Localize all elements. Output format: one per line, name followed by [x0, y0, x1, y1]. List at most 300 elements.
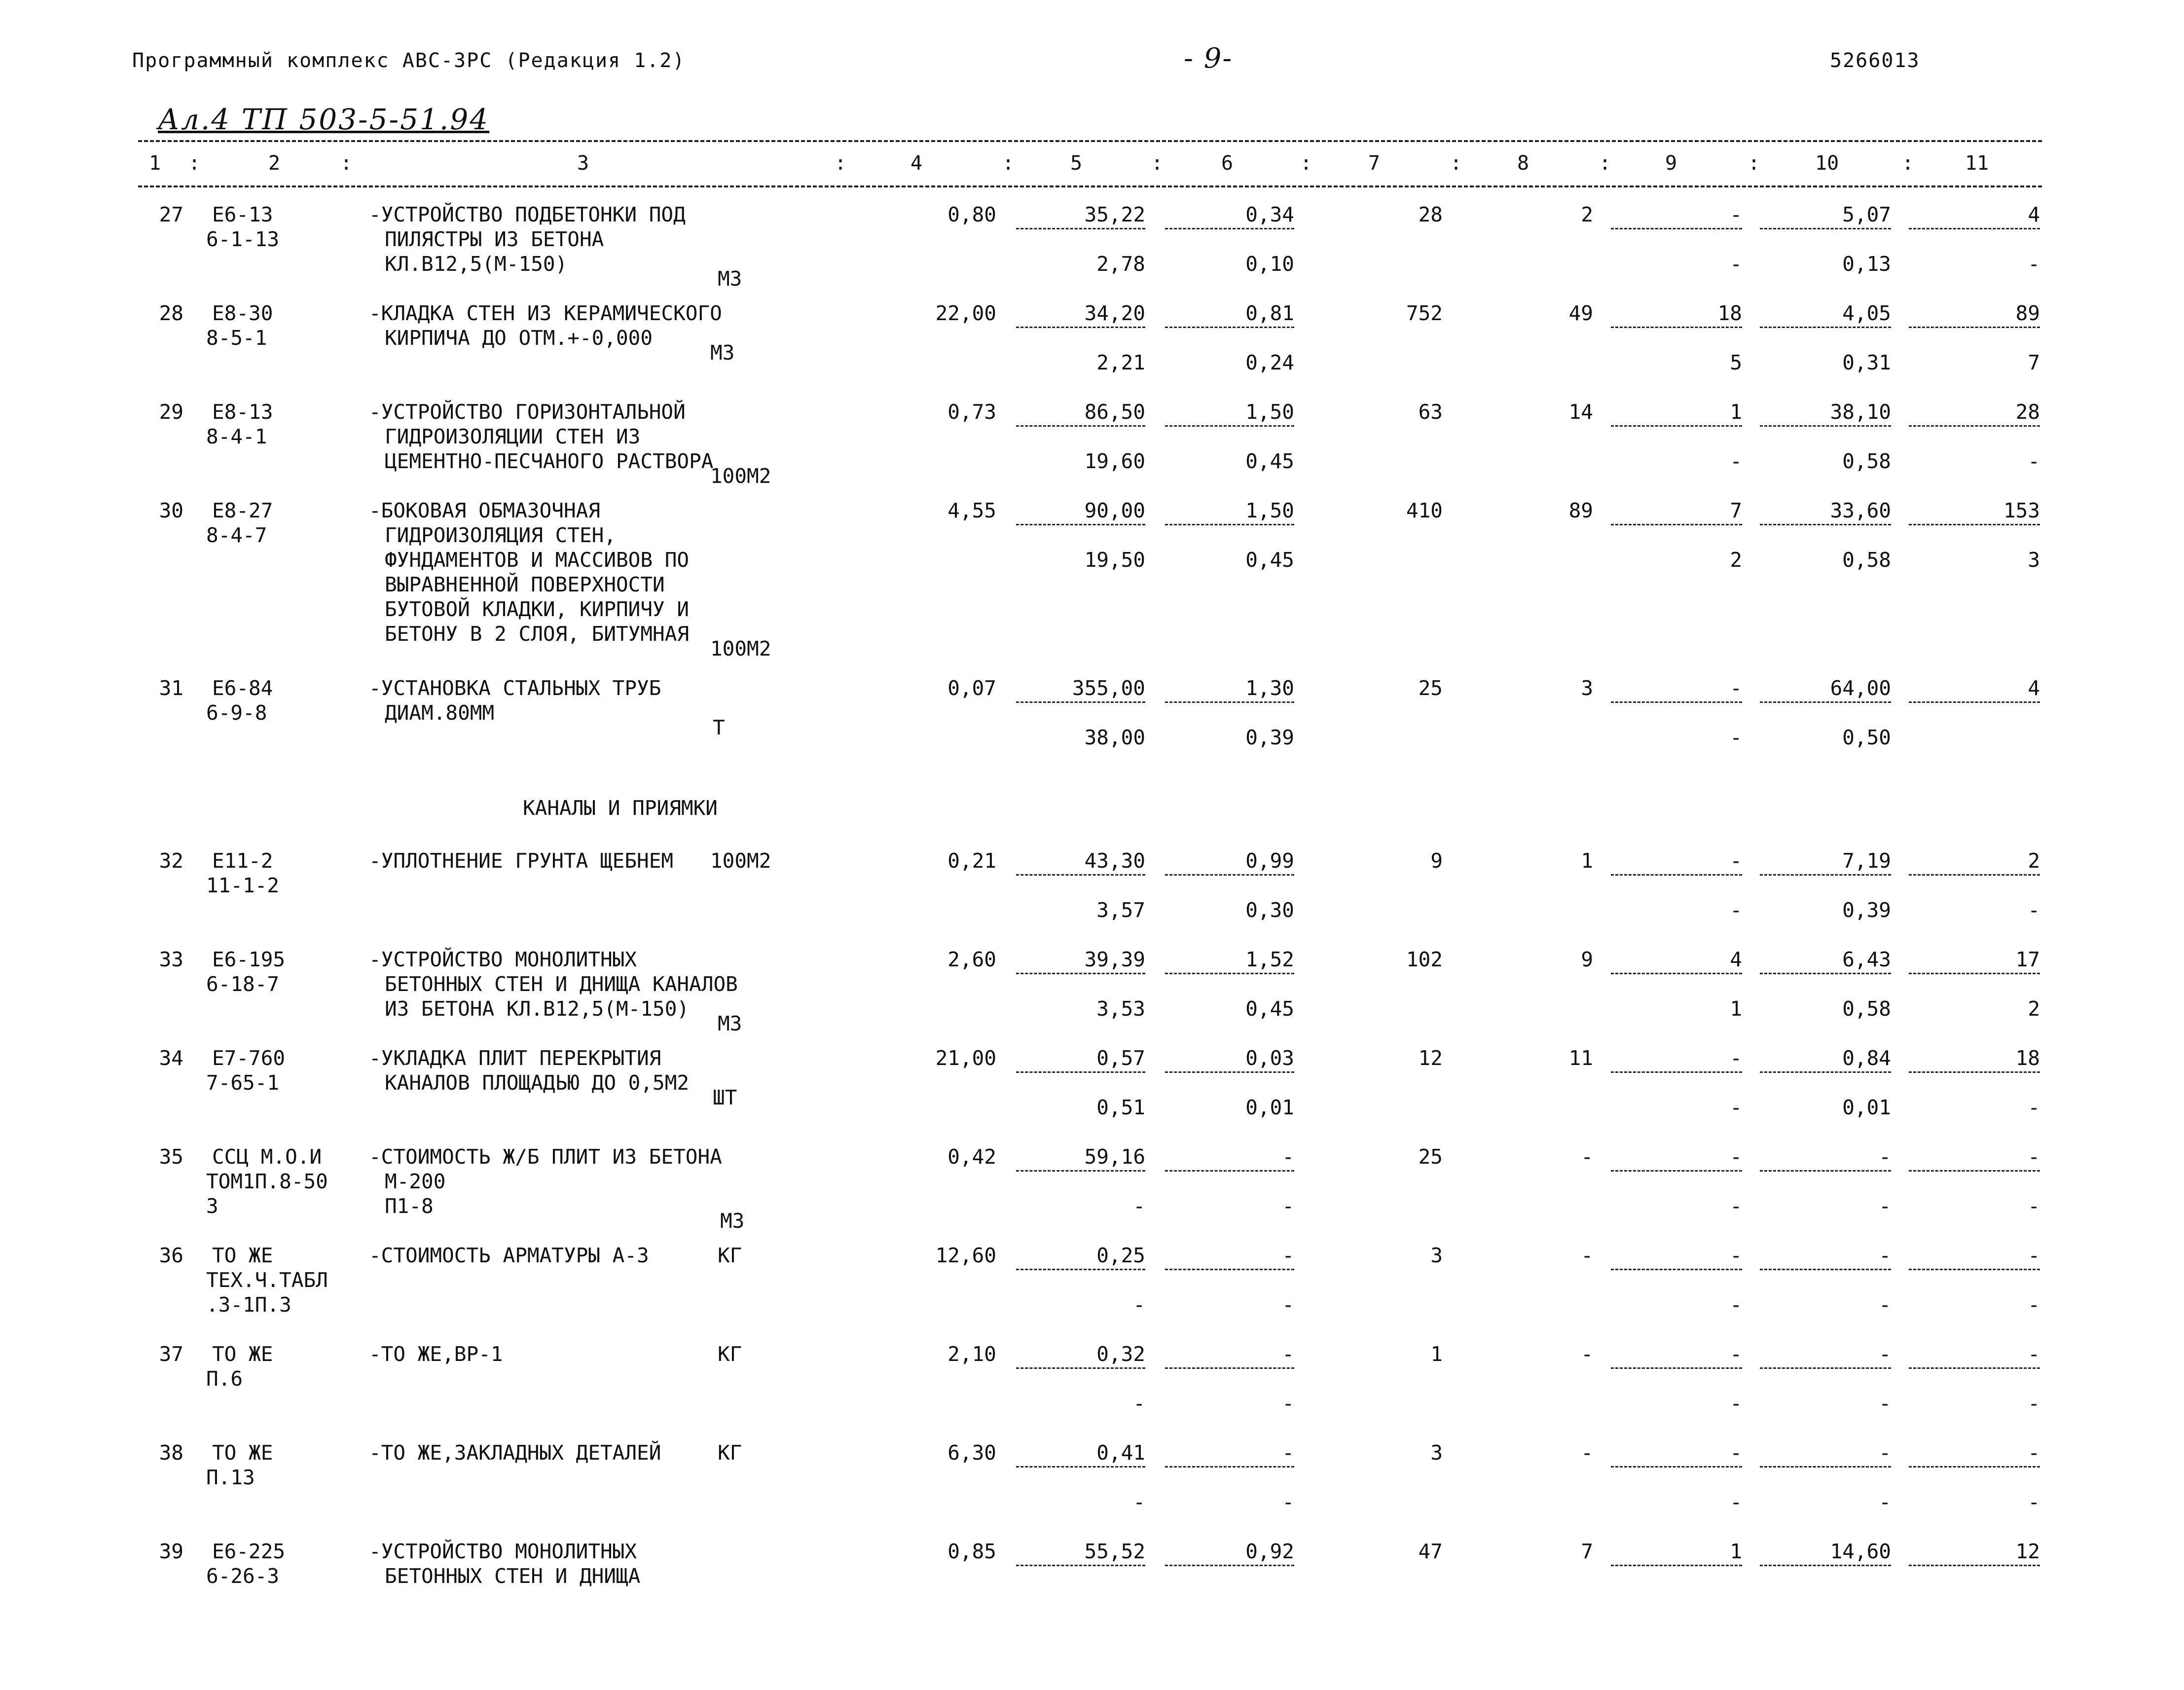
quantity: 0,73: [947, 400, 996, 424]
machine-wages-total: 1: [1730, 997, 1742, 1021]
work-description: БЕТОНУ В 2 СЛОЯ, БИТУМНАЯ: [385, 622, 690, 646]
labor-per-unit: -: [1879, 1244, 1891, 1267]
col-header-8: 8: [1517, 152, 1529, 175]
work-description: -ТО ЖЕ,ЗАКЛАДНЫХ ДЕТАЛЕЙ: [369, 1441, 661, 1465]
unit-cost-total: 0,32: [1096, 1342, 1145, 1366]
labor-total: -: [2028, 1342, 2040, 1366]
value-separator: [1611, 1269, 1742, 1270]
value-separator: [1016, 973, 1145, 974]
norm-code: 6-1-13: [206, 227, 280, 251]
total-cost: 410: [1406, 499, 1443, 522]
machine-labor-unit: -: [1879, 1490, 1891, 1514]
unit-cost-total: 90,00: [1084, 499, 1145, 522]
norm-code: ТЕХ.Ч.ТАБЛ: [206, 1268, 328, 1292]
value-separator: [1760, 1466, 1891, 1468]
machine-wages-total: -: [1730, 1096, 1742, 1119]
machine-wage-unit: 0,45: [1245, 997, 1294, 1021]
table-row: [0, 1539, 2184, 1638]
total-wages: 9: [1581, 948, 1593, 971]
unit-cost-total: 0,25: [1096, 1244, 1145, 1267]
labor-total: 12: [2015, 1540, 2040, 1563]
unit-wage-cost: 0,34: [1245, 203, 1294, 226]
work-description: ГИДРОИЗОЛЯЦИЯ СТЕН,: [385, 523, 616, 547]
value-separator: [1909, 1565, 2040, 1566]
labor-per-unit: 64,00: [1830, 676, 1891, 700]
norm-code: ТО ЖЕ: [212, 1244, 273, 1267]
value-separator: [1909, 701, 2040, 703]
labor-per-unit: -: [1879, 1342, 1891, 1366]
total-wages: 3: [1581, 676, 1593, 700]
norm-code: Е8-27: [212, 499, 273, 522]
handwritten-reference: Ал.4 ТП 503-5-51.94: [158, 103, 490, 136]
program-title: Программный комплекс АВС-3РС (Редакция 1.2): [132, 49, 686, 72]
value-separator: [1165, 1170, 1294, 1172]
total-wages: 2: [1581, 203, 1593, 226]
machine-wages-total: -: [1730, 1490, 1742, 1514]
unit-of-measure: 100М2: [710, 464, 771, 488]
colon-sep: :: [1599, 152, 1611, 175]
value-separator: [1909, 1071, 2040, 1073]
value-separator: [1611, 228, 1742, 229]
row-number: 36: [159, 1244, 183, 1267]
machine-labor-total: -: [2028, 1490, 2040, 1514]
total-cost: 3: [1430, 1244, 1443, 1267]
table-row: [0, 848, 2184, 947]
section-title: КАНАЛЫ И ПРИЯМКИ: [523, 796, 718, 820]
machine-wage-unit: -: [1282, 1490, 1294, 1514]
machine-labor-unit: -: [1879, 1392, 1891, 1415]
value-separator: [1016, 1367, 1145, 1369]
total-cost: 25: [1418, 1145, 1443, 1169]
unit-cost-total: 35,22: [1084, 203, 1145, 226]
value-separator: [1165, 1565, 1294, 1566]
unit-cost-total: 0,41: [1096, 1441, 1145, 1465]
machine-wages-total: -: [1730, 1194, 1742, 1218]
quantity: 2,10: [947, 1342, 996, 1366]
unit-of-measure: КГ: [718, 1342, 742, 1366]
machine-operation: -: [1730, 1244, 1742, 1267]
labor-total: 153: [2003, 499, 2040, 522]
machine-labor-unit: 0,31: [1842, 351, 1891, 374]
machine-labor-total: 7: [2028, 351, 2040, 374]
norm-code: 7-65-1: [206, 1071, 280, 1095]
value-separator: [1016, 1071, 1145, 1073]
machine-operation: 7: [1730, 499, 1742, 522]
machine-operation: -: [1730, 849, 1742, 873]
value-separator: [1165, 1466, 1294, 1468]
machine-cost-unit: 19,60: [1084, 449, 1145, 473]
machine-cost-unit: 0,51: [1096, 1096, 1145, 1119]
value-separator: [1016, 228, 1145, 229]
unit-of-measure: 100М2: [710, 849, 771, 873]
norm-code: ТО ЖЕ: [212, 1441, 273, 1465]
unit-of-measure: М3: [710, 341, 735, 365]
unit-cost-total: 86,50: [1084, 400, 1145, 424]
machine-cost-unit: -: [1133, 1194, 1145, 1218]
quantity: 0,07: [947, 676, 996, 700]
col-header-3: 3: [577, 152, 589, 175]
unit-of-measure: ШТ: [713, 1086, 737, 1109]
value-separator: [1611, 701, 1742, 703]
colon-sep: :: [1151, 152, 1164, 175]
total-cost: 1: [1430, 1342, 1443, 1366]
value-separator: [1760, 1565, 1891, 1566]
unit-wage-cost: 0,99: [1245, 849, 1294, 873]
value-separator: [1760, 1071, 1891, 1073]
norm-code: .3-1П.3: [206, 1293, 291, 1317]
unit-cost-total: 55,52: [1084, 1540, 1145, 1563]
row-number: 28: [159, 301, 183, 325]
work-description: БЕТОННЫХ СТЕН И ДНИЩА: [385, 1564, 641, 1588]
col-header-1: 1: [149, 152, 161, 175]
value-separator: [1165, 1071, 1294, 1073]
machine-labor-total: -: [2028, 898, 2040, 922]
total-wages: 7: [1581, 1540, 1593, 1563]
unit-of-measure: КГ: [718, 1244, 742, 1267]
machine-cost-unit: 38,00: [1084, 726, 1145, 749]
work-description: ФУНДАМЕНТОВ И МАССИВОВ ПО: [385, 548, 690, 572]
machine-cost-unit: -: [1133, 1392, 1145, 1415]
table-row: [0, 301, 2184, 400]
value-separator: [1016, 874, 1145, 876]
norm-code: 6-26-3: [206, 1564, 280, 1588]
machine-cost-unit: -: [1133, 1293, 1145, 1317]
norm-code: 6-18-7: [206, 972, 280, 996]
norm-code: 8-4-7: [206, 523, 267, 547]
value-separator: [1760, 425, 1891, 427]
value-separator: [1611, 524, 1742, 525]
norm-code: 6-9-8: [206, 701, 267, 725]
work-description: -УСТРОЙСТВО МОНОЛИТНЫХ: [369, 948, 637, 971]
machine-wage-unit: 0,39: [1245, 726, 1294, 749]
table-row: [0, 400, 2184, 498]
quantity: 6,30: [947, 1441, 996, 1465]
row-number: 34: [159, 1046, 183, 1070]
table-row: [0, 202, 2184, 301]
labor-total: -: [2028, 1441, 2040, 1465]
machine-labor-unit: 0,39: [1842, 898, 1891, 922]
value-separator: [1016, 425, 1145, 427]
machine-wages-total: 5: [1730, 351, 1742, 374]
norm-code: Е6-84: [212, 676, 273, 700]
labor-total: 2: [2028, 849, 2040, 873]
work-description: -ТО ЖЕ,ВР-1: [369, 1342, 503, 1366]
labor-per-unit: 14,60: [1830, 1540, 1891, 1563]
value-separator: [1760, 973, 1891, 974]
work-description: -УСТАНОВКА СТАЛЬНЫХ ТРУБ: [369, 676, 661, 700]
unit-cost-total: 39,39: [1084, 948, 1145, 971]
total-cost: 28: [1418, 203, 1443, 226]
table-row: [0, 1342, 2184, 1440]
col-header-6: 6: [1221, 152, 1234, 175]
work-description: М-200: [385, 1170, 446, 1193]
value-separator: [1760, 1170, 1891, 1172]
work-description: -УСТРОЙСТВО ГОРИЗОНТАЛЬНОЙ: [369, 400, 686, 424]
value-separator: [1611, 1565, 1742, 1566]
row-number: 39: [159, 1540, 183, 1563]
value-separator: [1165, 524, 1294, 525]
value-separator: [1909, 1367, 2040, 1369]
work-description: ПИЛЯСТРЫ ИЗ БЕТОНА: [385, 227, 604, 251]
table-row: [0, 947, 2184, 1046]
value-separator: [1760, 524, 1891, 525]
work-description: -КЛАДКА СТЕН ИЗ КЕРАМИЧЕСКОГО: [369, 301, 722, 325]
labor-per-unit: -: [1879, 1145, 1891, 1169]
machine-operation: -: [1730, 1046, 1742, 1070]
work-description: -СТОИМОСТЬ АРМАТУРЫ А-3: [369, 1244, 649, 1267]
machine-cost-unit: -: [1133, 1490, 1145, 1514]
colon-sep: :: [1300, 152, 1312, 175]
labor-total: 17: [2015, 948, 2040, 971]
machine-wages-total: -: [1730, 252, 1742, 276]
work-description: -БОКОВАЯ ОБМАЗОЧНАЯ: [369, 499, 600, 522]
machine-wage-unit: -: [1282, 1194, 1294, 1218]
value-separator: [1165, 327, 1294, 328]
work-description: -УСТРОЙСТВО ПОДБЕТОНКИ ПОД: [369, 203, 686, 226]
value-separator: [1760, 327, 1891, 328]
unit-cost-total: 34,20: [1084, 301, 1145, 325]
unit-wage-cost: 1,30: [1245, 676, 1294, 700]
machine-labor-unit: 0,13: [1842, 252, 1891, 276]
document-code: 5266013: [1830, 49, 1920, 72]
total-wages: 11: [1568, 1046, 1593, 1070]
norm-code: Е11-2: [212, 849, 273, 873]
total-wages: -: [1581, 1244, 1593, 1267]
norm-code: ССЦ М.О.И: [212, 1145, 322, 1169]
quantity: 22,00: [935, 301, 996, 325]
labor-per-unit: 7,19: [1842, 849, 1891, 873]
table-row: [0, 676, 2184, 774]
table-row: [0, 1440, 2184, 1539]
machine-wages-total: 2: [1730, 548, 1742, 572]
quantity: 4,55: [947, 499, 996, 522]
value-separator: [1611, 1170, 1742, 1172]
value-separator: [1909, 1269, 2040, 1270]
norm-code: П.13: [206, 1466, 255, 1489]
value-separator: [1611, 1466, 1742, 1468]
work-description: КАНАЛОВ ПЛОЩАДЬЮ ДО 0,5М2: [385, 1071, 690, 1095]
quantity: 2,60: [947, 948, 996, 971]
machine-operation: 4: [1730, 948, 1742, 971]
work-description: БЕТОННЫХ СТЕН И ДНИЩА КАНАЛОВ: [385, 972, 738, 996]
quantity: 0,80: [947, 203, 996, 226]
unit-of-measure: Т: [713, 716, 725, 739]
value-separator: [1909, 425, 2040, 427]
value-separator: [1760, 701, 1891, 703]
machine-labor-unit: -: [1879, 1194, 1891, 1218]
norm-code: 11-1-2: [206, 874, 280, 897]
unit-wage-cost: -: [1282, 1244, 1294, 1267]
machine-cost-unit: 3,53: [1096, 997, 1145, 1021]
machine-labor-unit: 0,58: [1842, 548, 1891, 572]
quantity: 0,85: [947, 1540, 996, 1563]
unit-wage-cost: -: [1282, 1342, 1294, 1366]
total-cost: 752: [1406, 301, 1443, 325]
colon-sep: :: [1902, 152, 1914, 175]
value-separator: [1016, 1565, 1145, 1566]
row-number: 38: [159, 1441, 183, 1465]
machine-operation: -: [1730, 1342, 1742, 1366]
labor-per-unit: 38,10: [1830, 400, 1891, 424]
total-cost: 12: [1418, 1046, 1443, 1070]
machine-operation: 1: [1730, 400, 1742, 424]
col-header-10: 10: [1815, 152, 1839, 175]
colon-sep: :: [340, 152, 353, 175]
labor-per-unit: 4,05: [1842, 301, 1891, 325]
labor-total: 89: [2015, 301, 2040, 325]
col-header-11: 11: [1965, 152, 1989, 175]
unit-wage-cost: 0,03: [1245, 1046, 1294, 1070]
unit-wage-cost: 1,52: [1245, 948, 1294, 971]
value-separator: [1909, 1170, 2040, 1172]
machine-wages-total: -: [1730, 726, 1742, 749]
value-separator: [1611, 1071, 1742, 1073]
machine-labor-total: -: [2028, 449, 2040, 473]
labor-per-unit: -: [1879, 1441, 1891, 1465]
machine-labor-total: -: [2028, 252, 2040, 276]
value-separator: [1016, 1466, 1145, 1468]
total-cost: 25: [1418, 676, 1443, 700]
unit-wage-cost: 0,81: [1245, 301, 1294, 325]
norm-code: Е6-195: [212, 948, 286, 971]
unit-wage-cost: -: [1282, 1441, 1294, 1465]
norm-code: Е7-760: [212, 1046, 286, 1070]
machine-labor-total: -: [2028, 1096, 2040, 1119]
total-cost: 3: [1430, 1441, 1443, 1465]
machine-wage-unit: 0,45: [1245, 548, 1294, 572]
row-number: 32: [159, 849, 183, 873]
value-separator: [1165, 1269, 1294, 1270]
norm-code: 8-5-1: [206, 326, 267, 350]
norm-code: ТО ЖЕ: [212, 1342, 273, 1366]
machine-labor-total: -: [2028, 1194, 2040, 1218]
table-row: [0, 1144, 2184, 1243]
table-row: [0, 498, 2184, 661]
value-separator: [1611, 973, 1742, 974]
machine-wages-total: -: [1730, 449, 1742, 473]
unit-of-measure: 100М2: [710, 637, 771, 661]
machine-labor-total: 3: [2028, 548, 2040, 572]
labor-per-unit: 6,43: [1842, 948, 1891, 971]
value-separator: [1165, 228, 1294, 229]
norm-code: Е8-13: [212, 400, 273, 424]
labor-total: 4: [2028, 676, 2040, 700]
col-header-7: 7: [1368, 152, 1381, 175]
work-description: -УКЛАДКА ПЛИТ ПЕРЕКРЫТИЯ: [369, 1046, 661, 1070]
machine-operation: 1: [1730, 1540, 1742, 1563]
labor-total: -: [2028, 1244, 2040, 1267]
unit-cost-total: 43,30: [1084, 849, 1145, 873]
quantity: 0,42: [947, 1145, 996, 1169]
value-separator: [1165, 874, 1294, 876]
row-number: 29: [159, 400, 183, 424]
value-separator: [1016, 1170, 1145, 1172]
value-separator: [1611, 1367, 1742, 1369]
machine-labor-unit: -: [1879, 1293, 1891, 1317]
work-description: П1-8: [385, 1194, 434, 1218]
total-wages: -: [1581, 1441, 1593, 1465]
colon-sep: :: [188, 152, 201, 175]
value-separator: [1760, 1269, 1891, 1270]
unit-wage-cost: 1,50: [1245, 400, 1294, 424]
unit-of-measure: М3: [718, 267, 742, 291]
total-cost: 47: [1418, 1540, 1443, 1563]
total-cost: 102: [1406, 948, 1443, 971]
machine-labor-total: 2: [2028, 997, 2040, 1021]
value-separator: [1611, 327, 1742, 328]
norm-code: 3: [206, 1194, 218, 1218]
work-description: -СТОИМОСТЬ Ж/Б ПЛИТ ИЗ БЕТОНА: [369, 1145, 722, 1169]
norm-code: ТОМ1П.8-50: [206, 1170, 328, 1193]
col-header-9: 9: [1665, 152, 1677, 175]
table-row: [0, 1046, 2184, 1144]
machine-wage-unit: 0,10: [1245, 252, 1294, 276]
machine-labor-total: -: [2028, 1392, 2040, 1415]
total-cost: 63: [1418, 400, 1443, 424]
work-description: БУТОВОЙ КЛАДКИ, КИРПИЧУ И: [385, 597, 690, 621]
col-header-4: 4: [910, 152, 923, 175]
work-description: ГИДРОИЗОЛЯЦИИ СТЕН ИЗ: [385, 425, 641, 448]
labor-per-unit: 33,60: [1830, 499, 1891, 522]
value-separator: [1016, 524, 1145, 525]
unit-wage-cost: 1,50: [1245, 499, 1294, 522]
unit-of-measure: М3: [718, 1012, 742, 1035]
unit-cost-total: 0,57: [1096, 1046, 1145, 1070]
machine-labor-unit: 0,58: [1842, 997, 1891, 1021]
total-wages: -: [1581, 1145, 1593, 1169]
total-wages: 14: [1568, 400, 1593, 424]
quantity: 0,21: [947, 849, 996, 873]
norm-code: Е8-30: [212, 301, 273, 325]
machine-cost-unit: 19,50: [1084, 548, 1145, 572]
machine-wage-unit: 0,24: [1245, 351, 1294, 374]
unit-cost-total: 59,16: [1084, 1145, 1145, 1169]
value-separator: [1909, 973, 2040, 974]
value-separator: [1016, 1269, 1145, 1270]
colon-sep: :: [1748, 152, 1760, 175]
value-separator: [1016, 701, 1145, 703]
norm-code: Е6-225: [212, 1540, 286, 1563]
value-separator: [1165, 425, 1294, 427]
row-number: 37: [159, 1342, 183, 1366]
value-separator: [1909, 327, 2040, 328]
machine-labor-unit: 0,01: [1842, 1096, 1891, 1119]
value-separator: [1611, 874, 1742, 876]
colon-sep: :: [835, 152, 847, 175]
total-wages: 49: [1568, 301, 1593, 325]
col-header-5: 5: [1070, 152, 1083, 175]
machine-operation: -: [1730, 203, 1742, 226]
total-cost: 9: [1430, 849, 1443, 873]
page-number: - 9-: [1184, 42, 1233, 74]
work-description: ИЗ БЕТОНА КЛ.В12,5(М-150): [385, 997, 690, 1021]
machine-wages-total: -: [1730, 898, 1742, 922]
norm-code: Е6-13: [212, 203, 273, 226]
work-description: -УПЛОТНЕНИЕ ГРУНТА ЩЕБНЕМ: [369, 849, 674, 873]
value-separator: [1165, 1367, 1294, 1369]
machine-operation: 18: [1717, 301, 1742, 325]
colon-sep: :: [1450, 152, 1462, 175]
machine-labor-unit: 0,50: [1842, 726, 1891, 749]
machine-cost-unit: 3,57: [1096, 898, 1145, 922]
machine-wages-total: -: [1730, 1293, 1742, 1317]
table-row: [0, 1243, 2184, 1342]
labor-total: -: [2028, 1145, 2040, 1169]
value-separator: [1016, 327, 1145, 328]
machine-cost-unit: 2,21: [1096, 351, 1145, 374]
labor-total: 4: [2028, 203, 2040, 226]
row-number: 30: [159, 499, 183, 522]
